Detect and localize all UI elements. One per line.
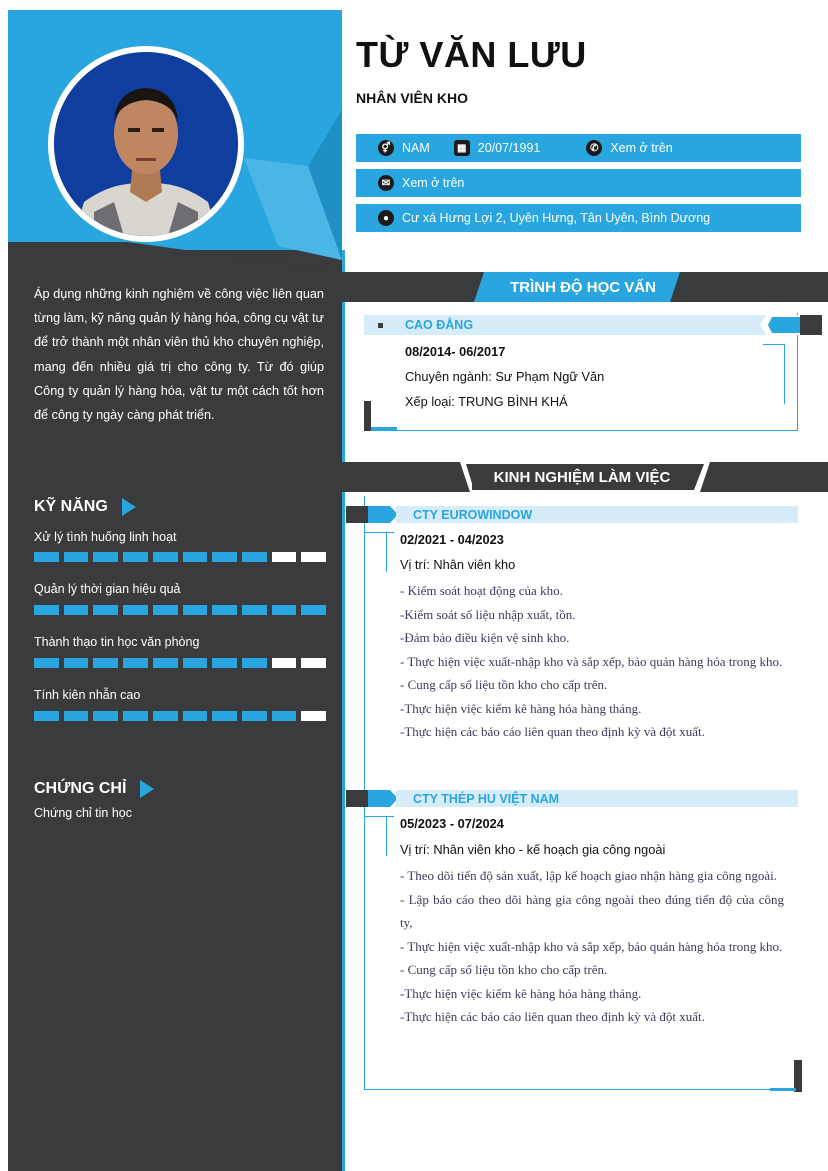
skill-segment-filled (93, 552, 118, 562)
job-duty-item: -Thực hiện việc kiểm kê hàng hóa hàng tháng. (400, 985, 642, 1001)
certificates-title: CHỨNG CHỈ (34, 780, 127, 797)
job-tick (364, 532, 394, 533)
email-info (378, 175, 464, 191)
education-period: 08/2014- 06/2017 (405, 344, 506, 359)
education-title: TRÌNH ĐỘ HỌC VẤN (510, 278, 656, 296)
job-duty-item: -Thực hiện việc kiểm kê hàng hóa hàng tháng. (400, 700, 642, 716)
skill-segment-filled (123, 552, 148, 562)
job-duty-item: - Thực hiện việc xuất-nhập kho và sắp xếp, bảo quản hàng hóa trong kho. (400, 653, 783, 669)
job-company: CTY THÉP HU VIỆT NAM (413, 792, 560, 806)
job-duty-item: - Cung cấp số liệu tồn kho cho cấp trên. (400, 677, 608, 692)
skill-segment-filled (301, 605, 326, 615)
location-icon: ● (378, 210, 394, 226)
experience-title: KINH NGHIỆM LÀM VIỆC (472, 464, 692, 490)
skill-segment-filled (93, 711, 118, 721)
skill-segment-filled (242, 711, 267, 721)
chevron-right-icon (140, 780, 154, 798)
skill-segment-filled (153, 658, 178, 668)
skill-segment-empty (301, 658, 326, 668)
skill-segment-filled (183, 605, 208, 615)
skill-segment-filled (183, 711, 208, 721)
skill-segment-filled (34, 605, 59, 615)
job-marker-arrow (368, 506, 398, 523)
education-school: CAO ĐẲNG (405, 318, 474, 332)
job-duty-item: - Lập báo cáo theo dõi hàng gia công ngoài theo đúng tiến độ của công ty, (400, 891, 784, 930)
phone-value: Xem ở trên (610, 141, 673, 155)
job-duty-item: -Thực hiện các báo cáo liên quan theo định kỳ và đột xuất. (400, 724, 705, 739)
sidebar (8, 10, 342, 1171)
education-corner-block (364, 401, 371, 431)
info-row-address (356, 204, 801, 232)
candidate-position: NHÂN VIÊN KHO (356, 90, 469, 106)
job-duty-item: -Kiểm soát số liệu nhập xuất, tồn. (400, 606, 576, 622)
job-duties (400, 579, 784, 744)
skill-segment-filled (64, 711, 89, 721)
skill-segment-filled (242, 552, 267, 562)
skill-segment-empty (301, 552, 326, 562)
chevron-right-icon (122, 498, 136, 516)
skill-segment-filled (212, 658, 237, 668)
skill-segment-empty (272, 658, 297, 668)
skill-segment-filled (34, 552, 59, 562)
skill-segment-filled (242, 658, 267, 668)
education-tick (763, 344, 785, 345)
skill-segment-filled (242, 605, 267, 615)
skill-segment-filled (272, 711, 297, 721)
certificates-heading (34, 780, 154, 798)
birthday-value: 20/07/1991 (477, 141, 541, 155)
certificate-item: Chứng chỉ tin học (34, 806, 133, 820)
job-marker-dark (346, 506, 368, 523)
address-value: Cư xá Hưng Lợi 2, Uyên Hưng, Tân Uyên, Bình Dương (402, 211, 711, 225)
info-row-email (356, 169, 801, 197)
skill-name: Xử lý tình huống linh hoạt (34, 530, 177, 544)
phone-info (586, 140, 672, 156)
address-info (378, 210, 710, 226)
education-tick-line (784, 344, 785, 404)
skill-segment-empty (272, 552, 297, 562)
candidate-name: TỪ VĂN LƯU (356, 34, 587, 75)
skill-segment-filled (123, 711, 148, 721)
birthday-info (454, 140, 541, 156)
career-objective: Áp dụng những kinh nghiệm về công việc liên quan từng làm, kỹ năng quản lý hàng hóa, công cụ vật tư để trở thành một nhân viên thủ kho chuyên nghiệp, mang đến nhiều giá trị cho công ty. Từ đó giúp Công ty quản lý hàng hóa, vật tư một cách tốt hơn để công ty ngày càng phát triển. (34, 287, 324, 423)
page-divider (342, 250, 345, 1171)
skill-level-bar (34, 552, 326, 562)
skill-segment-filled (212, 605, 237, 615)
skill-level-bar (34, 711, 326, 721)
job-duty-item: - Thực hiện việc xuất-nhập kho và sắp xếp, bảo quản hàng hóa trong kho. (400, 938, 783, 954)
job-duties (400, 864, 784, 1029)
job-duty-item: - Kiểm soát hoạt động của kho. (400, 583, 563, 598)
job-marker-dark (346, 790, 368, 807)
skill-name: Tính kiên nhẫn cao (34, 688, 141, 702)
skills-title: KỸ NĂNG (34, 498, 108, 515)
skill-segment-filled (183, 658, 208, 668)
skill-segment-filled (212, 552, 237, 562)
skills-heading (34, 498, 136, 516)
job-period: 02/2021 - 04/2023 (400, 532, 504, 547)
email-value: Xem ở trên (402, 176, 465, 190)
skill-segment-filled (93, 658, 118, 668)
education-band-end (760, 315, 822, 335)
skill-name: Quản lý thời gian hiệu quả (34, 582, 181, 596)
skill-segment-filled (64, 605, 89, 615)
education-grade: Xếp loại: TRUNG BÌNH KHÁ (405, 394, 568, 409)
gender-value: NAM (402, 141, 430, 155)
skill-segment-filled (34, 711, 59, 721)
job-role: Vị trí: Nhân viên kho - kế hoạch gia công ngoài (400, 842, 666, 857)
skill-segment-filled (64, 658, 89, 668)
phone-icon: ✆ (586, 140, 602, 156)
job-company: CTY EUROWINDOW (413, 508, 533, 522)
skill-segment-filled (183, 552, 208, 562)
job-duty-item: -Thực hiện các báo cáo liên quan theo định kỳ và đột xuất. (400, 1009, 705, 1024)
gender-icon: ⚥ (378, 140, 394, 156)
skill-segment-filled (123, 605, 148, 615)
skill-name: Thành thạo tin học văn phòng (34, 635, 200, 649)
job-role: Vị trí: Nhân viên kho (400, 557, 516, 572)
job-tick (364, 816, 394, 817)
email-icon: ✉ (378, 175, 394, 191)
job-duty-item: - Cung cấp số liệu tồn kho cho cấp trên. (400, 962, 608, 977)
calendar-icon: ▦ (454, 140, 470, 156)
job-period: 05/2023 - 07/2024 (400, 816, 504, 831)
experience-corner-line (770, 1088, 796, 1091)
bullet-icon (378, 323, 383, 328)
skill-segment-filled (153, 552, 178, 562)
skill-segment-filled (34, 658, 59, 668)
skill-segment-filled (272, 605, 297, 615)
info-row-personal (356, 134, 801, 162)
skill-segment-filled (212, 711, 237, 721)
skill-segment-filled (153, 711, 178, 721)
job-duty-item: - Theo dõi tiến độ sản xuất, lập kế hoạch giao nhận hàng gia công ngoài. (400, 868, 778, 883)
skill-segment-filled (93, 605, 118, 615)
skill-segment-filled (64, 552, 89, 562)
job-marker-arrow (368, 790, 398, 807)
education-corner-line (371, 427, 397, 430)
skill-level-bar (34, 605, 326, 615)
gender-info (378, 140, 430, 156)
job-duty-item: -Đảm bảo điều kiện vệ sinh kho. (400, 630, 570, 645)
job-tick-line (386, 532, 387, 572)
skill-segment-filled (123, 658, 148, 668)
avatar (54, 52, 238, 236)
skill-segment-filled (153, 605, 178, 615)
job-tick-line (386, 816, 387, 856)
skill-segment-empty (301, 711, 326, 721)
education-major: Chuyên ngành: Sư Phạm Ngữ Văn (405, 369, 605, 384)
skill-level-bar (34, 658, 326, 668)
